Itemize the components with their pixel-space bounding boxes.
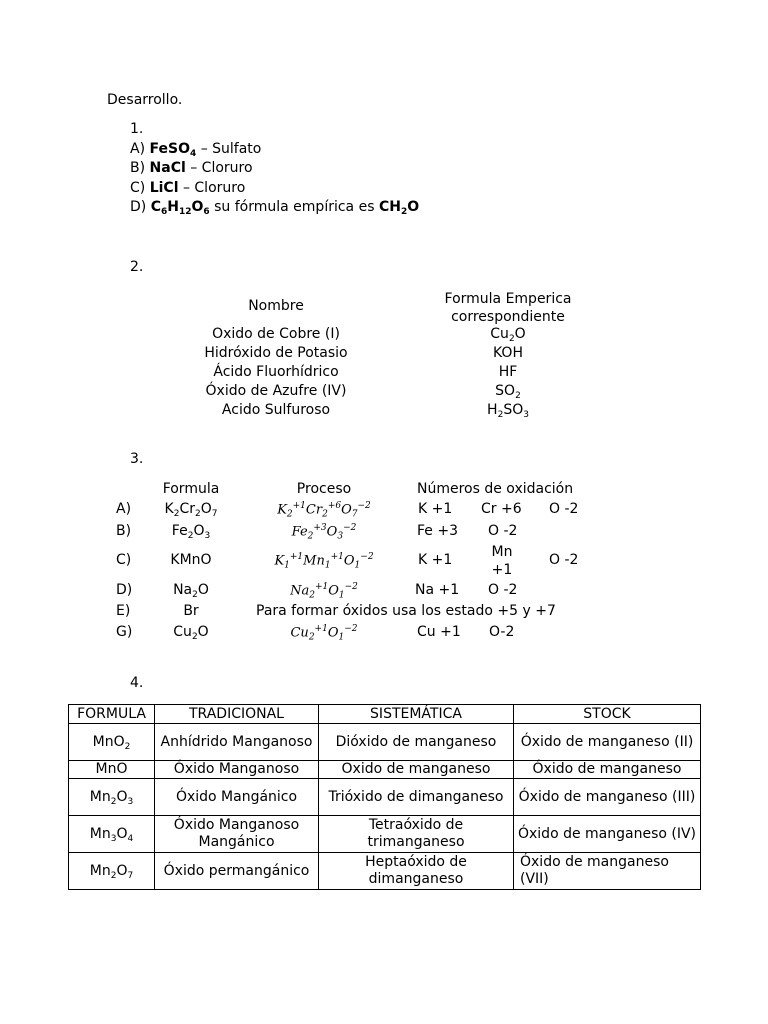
question-1-number: 1. bbox=[130, 121, 144, 137]
q3-ox-value: O-2 bbox=[489, 624, 515, 640]
q3-row-letter: E) bbox=[116, 603, 131, 619]
q3-row-proceso: $Cu_2^{+1}O_1^{-2}$ bbox=[290, 624, 358, 643]
q1-item-letter: C) bbox=[130, 180, 146, 196]
q3-ox-value: O -2 bbox=[488, 582, 518, 598]
q2-row-formula: $Cu_2O$ bbox=[490, 326, 526, 344]
cell-formula: $Mn_3O_4$ bbox=[69, 816, 155, 853]
cell-formula: $Mn_2O_7$ bbox=[69, 853, 155, 890]
cell-sistematica: Trióxido de dimanganeso bbox=[319, 779, 514, 816]
cell-tradicional: Anhídrido Manganoso bbox=[155, 724, 319, 761]
q3-header-oxidacion: Números de oxidación bbox=[417, 481, 574, 497]
cell-tradicional: Óxido Mangánico bbox=[155, 779, 319, 816]
table-row bbox=[69, 779, 701, 816]
q3-ox-value: K +1 bbox=[418, 552, 453, 568]
q2-row-formula: HF bbox=[498, 364, 518, 380]
table-header-row bbox=[69, 705, 701, 724]
cell-formula: MnO$_2$ bbox=[69, 724, 155, 761]
q2-header-formula: Formula Emperica correspondiente bbox=[444, 291, 572, 325]
q3-ox-value: K +1 bbox=[418, 501, 453, 517]
q1-item-text: – Cloruro bbox=[190, 160, 253, 176]
q3-row-proceso: $K_2^{+1}Cr_2^{+6}O_7^{-2}$ bbox=[277, 501, 371, 520]
q1-item-d bbox=[130, 199, 419, 216]
cell-stock: Óxido de manganeso (VII) bbox=[514, 853, 701, 890]
q2-row-formula: KOH bbox=[493, 345, 523, 361]
q3-ox-value: Cu +1 bbox=[417, 624, 461, 640]
q3-ox-value: O -2 bbox=[488, 523, 518, 539]
q3-row-formula: $Fe_2O_3$ bbox=[171, 523, 211, 541]
q1-formula-glucose: $C_6H_{12}O_6$ bbox=[150, 199, 210, 217]
q1-item-a bbox=[130, 141, 261, 158]
q2-header-nombre: Nombre bbox=[248, 298, 304, 314]
question-4-number: 4. bbox=[130, 675, 144, 691]
cell-formula: $Mn_2O_3$ bbox=[69, 779, 155, 816]
q1-formula-nacl: NaCl bbox=[149, 160, 186, 176]
question-2-number: 2. bbox=[130, 259, 144, 275]
q3-ox-value: Mn +1 bbox=[491, 544, 513, 578]
q3-header-proceso: Proceso bbox=[296, 481, 352, 497]
nomenclature-table bbox=[68, 704, 701, 890]
q1-item-text: su fórmula empírica es bbox=[214, 199, 375, 215]
q1-item-letter: A) bbox=[130, 141, 146, 157]
q3-row-proceso: $Na_2^{+1}O_1^{-2}$ bbox=[290, 582, 358, 601]
cell-sistematica: Heptaóxido de dimanganeso bbox=[319, 853, 514, 890]
question-3-number: 3. bbox=[130, 451, 144, 467]
q3-row-letter: G) bbox=[116, 624, 133, 640]
q3-row-formula: $Cu_2O$ bbox=[173, 624, 209, 642]
cell-stock: Óxido de manganeso (III) bbox=[514, 779, 701, 816]
q1-item-letter: D) bbox=[130, 199, 147, 215]
q2-row-formula: $SO_2$ bbox=[495, 383, 521, 401]
cell-stock: Óxido de manganeso (IV) bbox=[514, 816, 701, 853]
q1-item-letter: B) bbox=[130, 160, 146, 176]
table-row bbox=[69, 853, 701, 890]
table-row bbox=[69, 816, 701, 853]
q3-row-letter: B) bbox=[116, 523, 132, 539]
q3-ox-value: Fe +3 bbox=[417, 523, 458, 539]
q2-row-name: Hidróxido de Potasio bbox=[204, 345, 348, 361]
q3-row-letter: D) bbox=[116, 582, 133, 598]
table-row bbox=[69, 761, 701, 779]
q1-formula-licl: LiCl bbox=[149, 180, 179, 196]
q3-header-formula: Formula bbox=[162, 481, 220, 497]
col-header-sistematica: SISTEMÁTICA bbox=[319, 705, 514, 724]
cell-sistematica: Tetraóxido de trimanganeso bbox=[319, 816, 514, 853]
q3-ox-value: Cr +6 bbox=[481, 501, 522, 517]
q1-item-b bbox=[130, 160, 253, 177]
table-row bbox=[69, 724, 701, 761]
q1-formula-feso4: FeSO$_4$ bbox=[149, 141, 197, 159]
q3-row-formula: $Na_2O$ bbox=[173, 582, 209, 600]
cell-formula: MnO bbox=[69, 761, 155, 779]
col-header-stock: STOCK bbox=[514, 705, 701, 724]
cell-stock: Óxido de manganeso (II) bbox=[514, 724, 701, 761]
q2-row-name: Óxido de Azufre (IV) bbox=[205, 383, 347, 399]
cell-tradicional: Óxido Manganoso Mangánico bbox=[155, 816, 319, 853]
q1-item-c bbox=[130, 180, 245, 197]
q3-ox-value: O -2 bbox=[549, 501, 579, 517]
cell-sistematica: Oxido de manganeso bbox=[319, 761, 514, 779]
cell-sistematica: Dióxido de manganeso bbox=[319, 724, 514, 761]
q3-row-letter: A) bbox=[116, 501, 132, 517]
cell-tradicional: Óxido Manganoso bbox=[155, 761, 319, 779]
col-header-tradicional: TRADICIONAL bbox=[155, 705, 319, 724]
q3-ox-value: O -2 bbox=[549, 552, 579, 568]
q1-formula-ch2o: $CH_2O$ bbox=[378, 199, 420, 217]
q1-item-text: – Cloruro bbox=[182, 180, 246, 196]
q2-row-name: Acido Sulfuroso bbox=[221, 402, 331, 418]
q3-row-formula: Br bbox=[183, 603, 199, 619]
q3-row-letter: C) bbox=[116, 552, 132, 568]
col-header-formula: FORMULA bbox=[69, 705, 155, 724]
cell-tradicional: Óxido permangánico bbox=[155, 853, 319, 890]
q2-row-name: Oxido de Cobre (I) bbox=[212, 326, 340, 342]
q1-item-text: – Sulfato bbox=[200, 141, 262, 157]
cell-stock: Óxido de manganeso bbox=[514, 761, 701, 779]
q3-row-formula: $K_2Cr_2O_7$ bbox=[164, 501, 218, 519]
q3-row-note: Para formar óxidos usa los estado +5 y +7 bbox=[256, 603, 556, 619]
q2-row-name: Ácido Fluorhídrico bbox=[213, 364, 339, 380]
q3-row-proceso: $K_1^{+1}Mn_1^{+1}O_1^{-2}$ bbox=[274, 552, 374, 571]
q3-row-formula: KMnO bbox=[170, 552, 212, 568]
q3-row-proceso: $Fe_2^{+3}O_3^{-2}$ bbox=[291, 523, 357, 542]
q2-row-formula: $H_2SO_3$ bbox=[487, 402, 529, 420]
page-heading: Desarrollo. bbox=[107, 92, 183, 108]
q3-ox-value: Na +1 bbox=[415, 582, 460, 598]
